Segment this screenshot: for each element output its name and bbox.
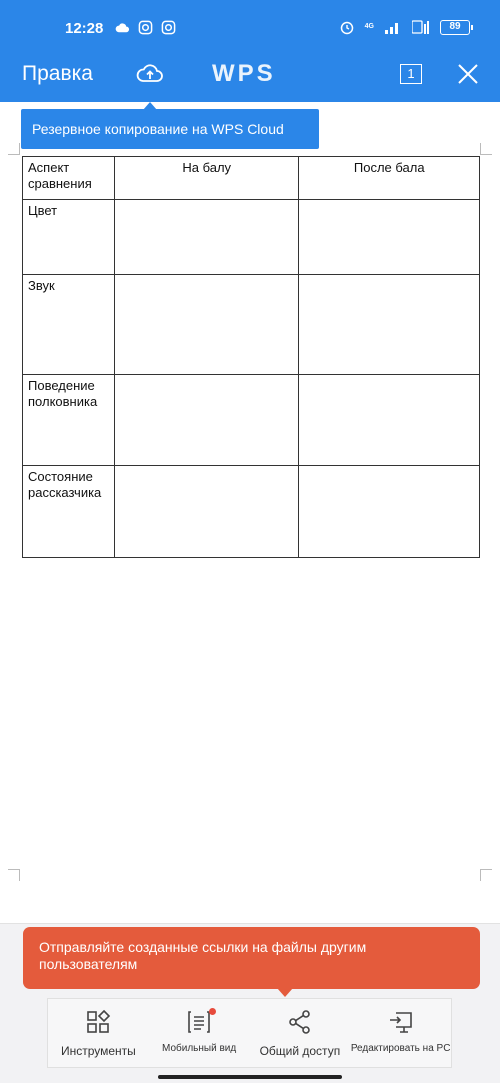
- header-cell[interactable]: На балу: [114, 157, 298, 200]
- table-cell[interactable]: Состояние рассказчика: [23, 466, 115, 558]
- table-row: [23, 200, 480, 275]
- mobile-view-icon: [186, 1009, 212, 1035]
- mobile-view-label: Мобильный вид: [162, 1043, 237, 1054]
- tools-button[interactable]: [48, 999, 149, 1067]
- table-cell[interactable]: [114, 275, 298, 375]
- share-icon: [287, 1009, 313, 1035]
- close-icon[interactable]: [456, 62, 480, 86]
- edit-on-pc-button[interactable]: [350, 999, 451, 1067]
- backup-tooltip[interactable]: Резервное копирование на WPS Cloud: [21, 109, 319, 149]
- table-cell[interactable]: [114, 375, 298, 466]
- share-button[interactable]: [250, 999, 351, 1067]
- header-cell[interactable]: Аспект сравнения: [23, 157, 115, 200]
- page-count-button[interactable]: 1: [400, 64, 422, 84]
- table-cell[interactable]: [299, 200, 480, 275]
- comparison-table[interactable]: [22, 156, 480, 558]
- table-cell[interactable]: Поведение полковника: [23, 375, 115, 466]
- bottom-toolbar: [47, 998, 452, 1068]
- system-icons: [339, 19, 470, 35]
- mobile-view-button[interactable]: [149, 999, 250, 1067]
- header-cell[interactable]: После бала: [299, 157, 480, 200]
- table-cell[interactable]: Цвет: [23, 200, 115, 275]
- table-cell[interactable]: Звук: [23, 275, 115, 375]
- alarm-icon: [339, 19, 355, 35]
- tools-icon: [85, 1009, 111, 1035]
- table-cell[interactable]: [299, 275, 480, 375]
- table-row: [23, 375, 480, 466]
- page-corner-mark: [8, 143, 20, 155]
- table-cell[interactable]: [299, 375, 480, 466]
- cloud-upload-icon[interactable]: [136, 62, 164, 86]
- table-row: [23, 466, 480, 558]
- table-header-row: [23, 157, 480, 200]
- share-tip-toast[interactable]: Отправляйте созданные ссылки на файлы другим пользователям: [23, 927, 480, 989]
- page-corner-mark: [480, 143, 492, 155]
- home-indicator[interactable]: [158, 1075, 342, 1079]
- share-label: Общий доступ: [259, 1044, 341, 1058]
- edit-title[interactable]: Правка: [22, 62, 93, 85]
- edit-on-pc-label: Редактировать на PC: [350, 1043, 451, 1054]
- signal-icon: [384, 20, 402, 34]
- table-cell[interactable]: [299, 466, 480, 558]
- table-cell[interactable]: [114, 200, 298, 275]
- volte-icon: [412, 20, 430, 34]
- network-type: 4G: [364, 23, 374, 30]
- table-row: [23, 275, 480, 375]
- page-corner-mark: [480, 869, 492, 881]
- cloud-icon: [115, 20, 130, 35]
- tools-label: Инструменты: [60, 1044, 136, 1058]
- instagram-icon: [138, 20, 153, 35]
- table-cell[interactable]: [114, 466, 298, 558]
- instagram-icon: [161, 20, 176, 35]
- notification-icons: [115, 20, 176, 35]
- edit-on-pc-icon: [388, 1009, 414, 1035]
- toast-arrow: [277, 988, 293, 997]
- status-bar: [0, 0, 500, 56]
- status-time: 12:28: [65, 20, 104, 37]
- battery-indicator: 89: [440, 20, 470, 35]
- app-bar: [0, 56, 500, 102]
- wps-logo: WPS: [212, 60, 276, 87]
- page-corner-mark: [8, 869, 20, 881]
- notification-dot: [209, 1008, 216, 1015]
